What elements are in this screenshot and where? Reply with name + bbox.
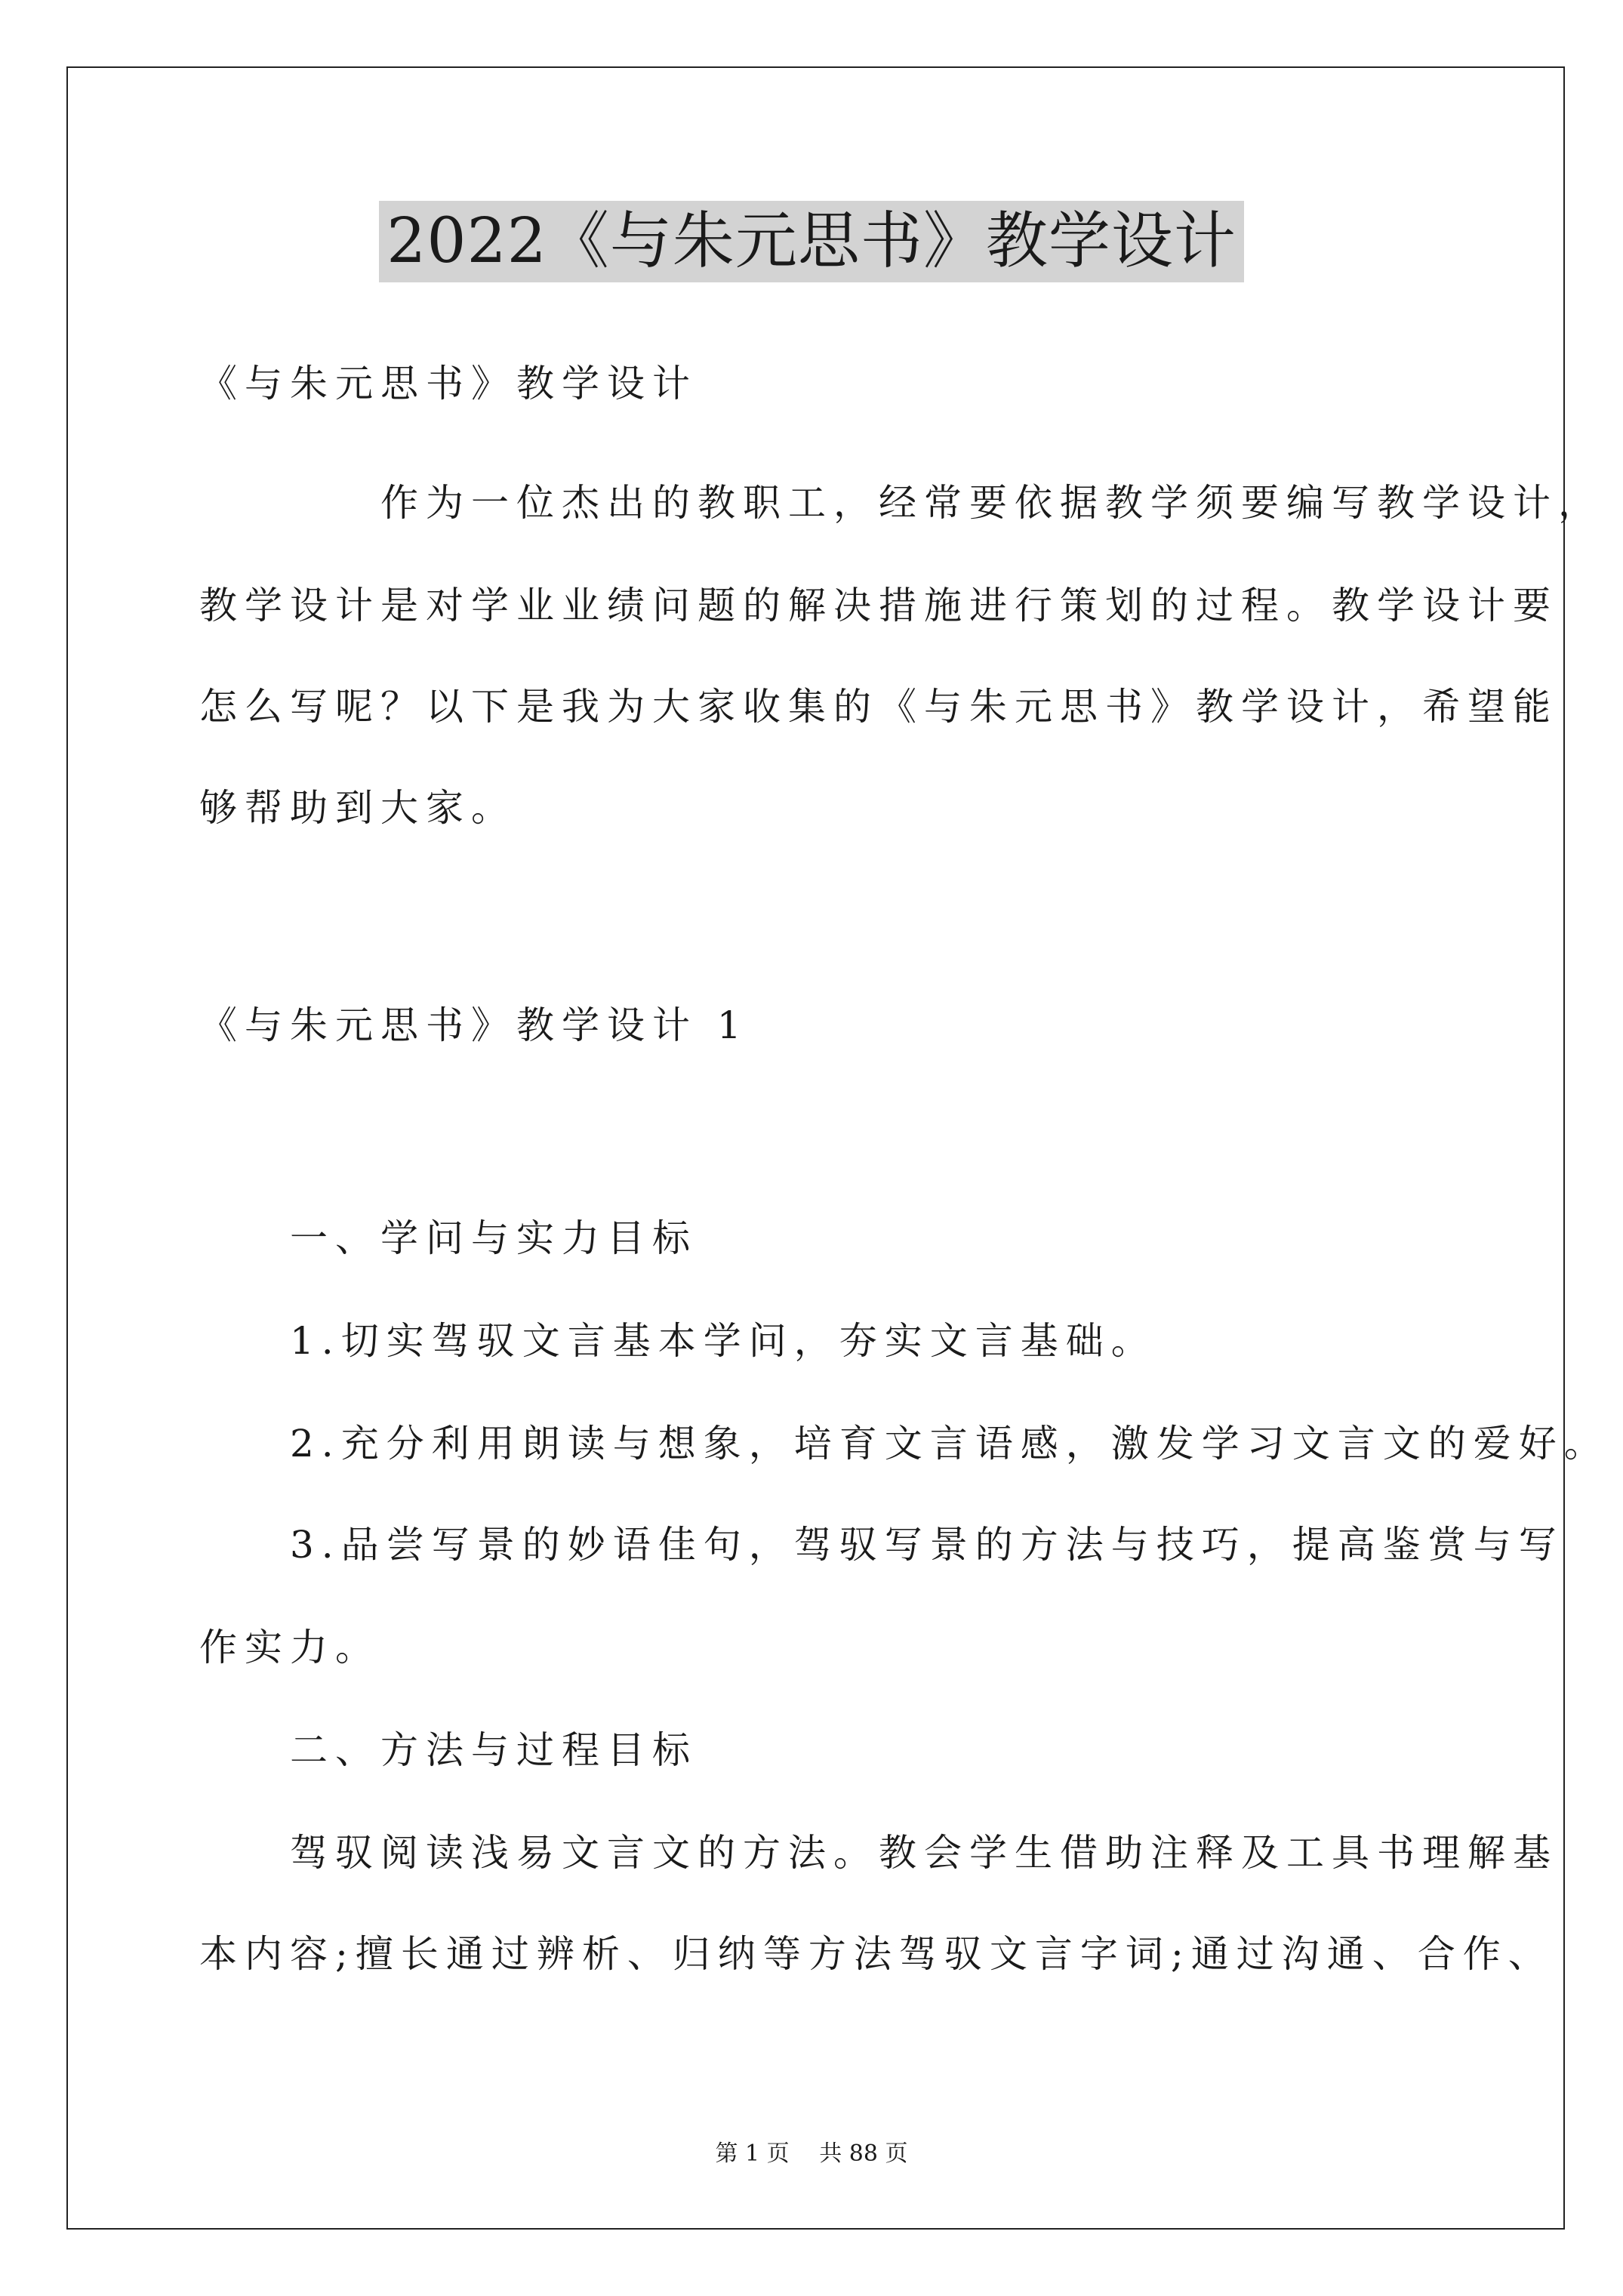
list-item: 1.切实驾驭文言基本学问，夯实文言基础。 bbox=[199, 1319, 1156, 1363]
paragraph-line: 作为一位杰出的教职工，经常要依据教学须要编写教学设计， bbox=[199, 481, 1603, 525]
subtitle-line: 《与朱元思书》教学设计 bbox=[199, 362, 698, 405]
subheading-line: 二、方法与过程目标 bbox=[199, 1728, 698, 1772]
list-item-continuation: 作实力。 bbox=[199, 1626, 380, 1669]
paragraph-line: 教学设计是对学业业绩问题的解决措施进行策划的过程。教学设计要 bbox=[199, 584, 1558, 627]
document-title: 2022《与朱元思书》教学设计 bbox=[379, 201, 1244, 282]
list-item: 2.充分利用朗读与想象，培育文言语感，激发学习文言文的爱好。 bbox=[199, 1422, 1609, 1465]
paragraph-line: 够帮助到大家。 bbox=[199, 786, 516, 830]
title-container bbox=[0, 201, 1623, 282]
page-number-footer: 第 1 页 共 88 页 bbox=[715, 2140, 908, 2167]
section-heading: 《与朱元思书》教学设计 1 bbox=[199, 1003, 749, 1047]
list-item: 3.品尝写景的妙语佳句，驾驭写景的方法与技巧，提高鉴赏与写 bbox=[199, 1523, 1564, 1567]
subheading-line: 一、学问与实力目标 bbox=[199, 1216, 698, 1260]
paragraph-line: 怎么写呢？以下是我为大家收集的《与朱元思书》教学设计，希望能 bbox=[199, 685, 1558, 729]
paragraph-line: 驾驭阅读浅易文言文的方法。教会学生借助注释及工具书理解基 bbox=[199, 1831, 1558, 1875]
paragraph-line: 本内容;擅长通过辨析、归纳等方法驾驭文言字词;通过沟通、合作、 bbox=[199, 1932, 1554, 1976]
